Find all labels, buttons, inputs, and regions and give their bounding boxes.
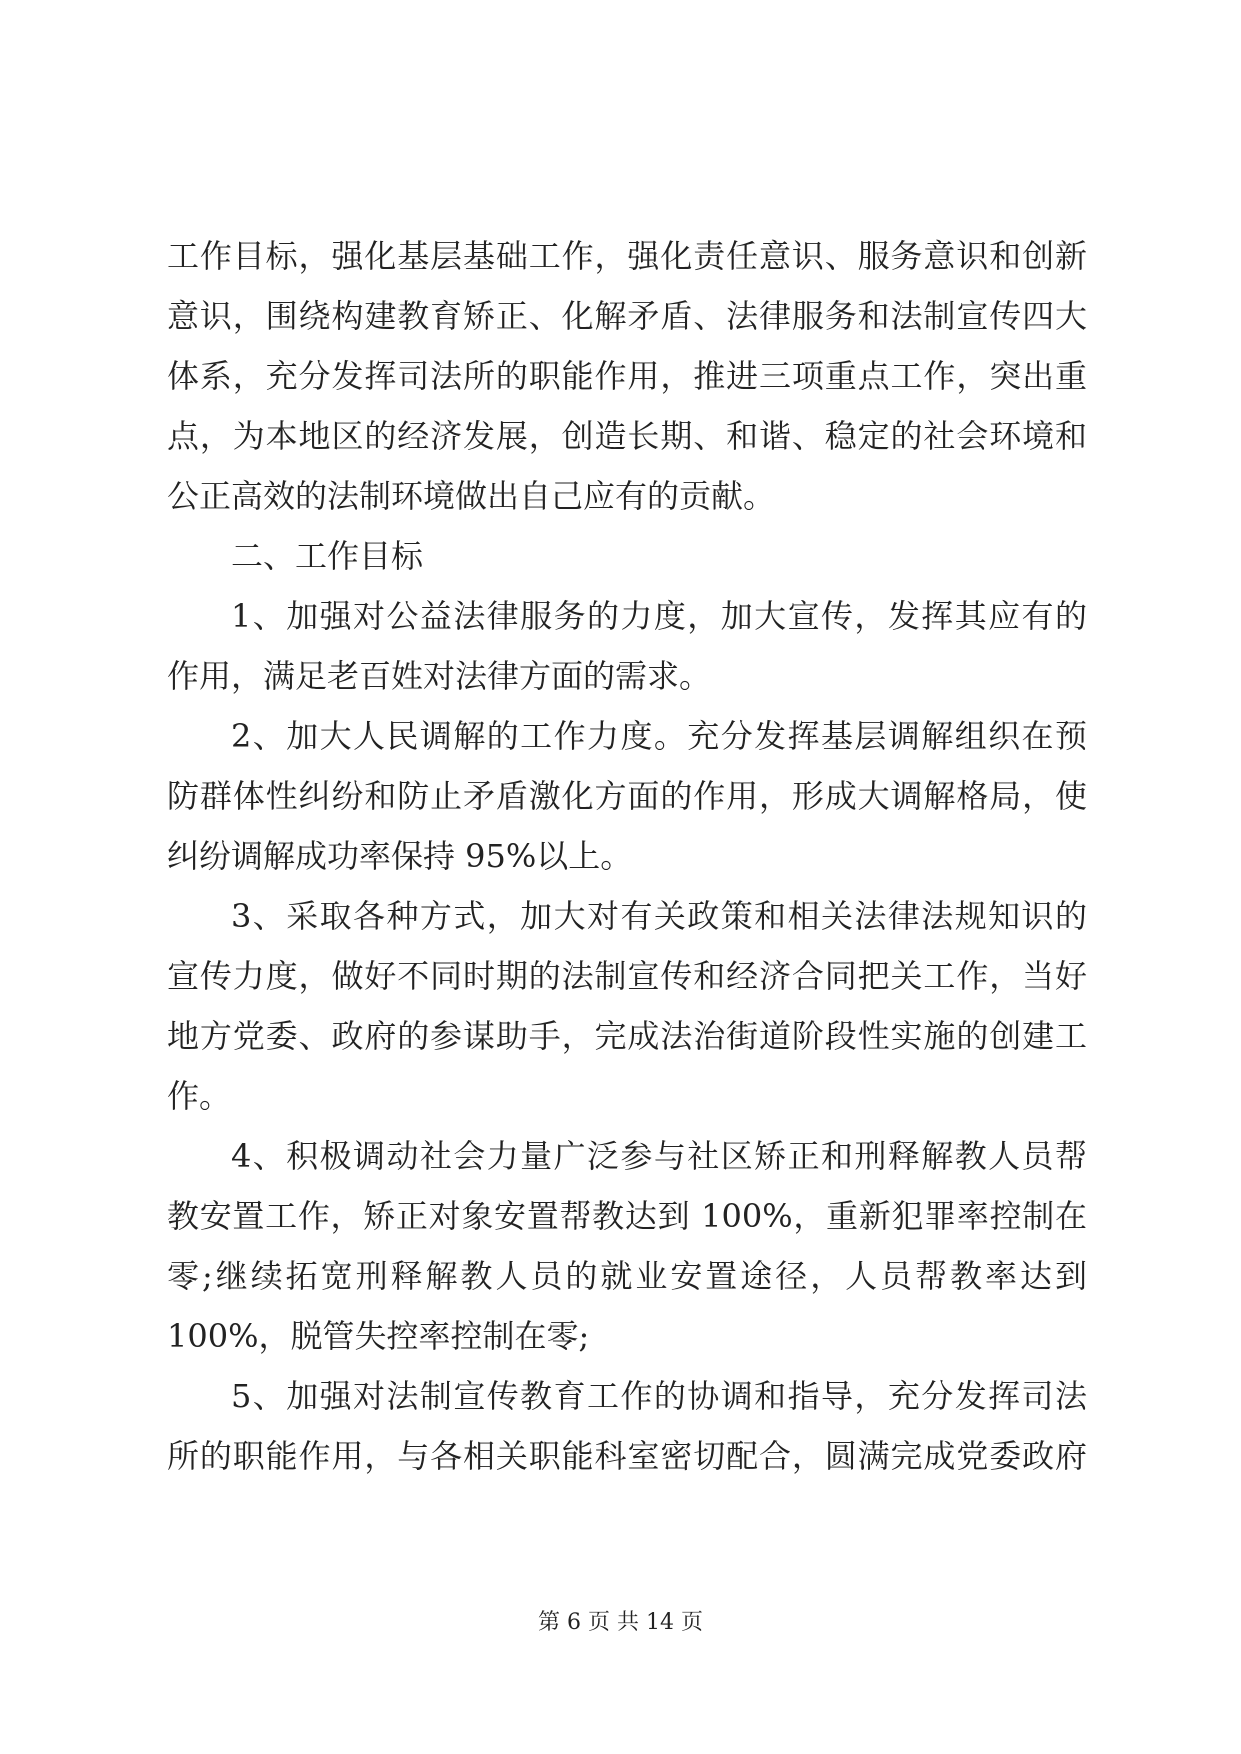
document-body <box>167 226 1087 1486</box>
text-line: 2、加大人民调解的工作力度。充分发挥基层调解组织在预 <box>231 717 1087 755</box>
text-line: 体系，充分发挥司法所的职能作用，推进三项重点工作，突出重 <box>167 357 1087 395</box>
text-line: 意识，围绕构建教育矫正、化解矛盾、法律服务和法制宣传四大 <box>167 297 1087 335</box>
text-line: 所的职能作用，与各相关职能科室密切配合，圆满完成党委政府 <box>167 1437 1087 1475</box>
text-line: 防群体性纠纷和防止矛盾激化方面的作用，形成大调解格局，使 <box>167 777 1087 815</box>
text-line: 纠纷调解成功率保持 95%以上。 <box>167 837 633 875</box>
text-line: 二、工作目标 <box>231 537 424 575</box>
text-line: 作。 <box>167 1077 232 1115</box>
text-line: 教安置工作，矫正对象安置帮教达到 100%，重新犯罪率控制在 <box>167 1197 1087 1235</box>
page-footer: 第 6 页 共 14 页 <box>538 1610 703 1635</box>
text-line: 点，为本地区的经济发展，创造长期、和谐、稳定的社会环境和 <box>167 417 1087 455</box>
text-line: 3、采取各种方式，加大对有关政策和相关法律法规知识的 <box>231 897 1087 935</box>
text-line: 宣传力度，做好不同时期的法制宣传和经济合同把关工作，当好 <box>167 957 1087 995</box>
text-line: 5、加强对法制宣传教育工作的协调和指导，充分发挥司法 <box>231 1377 1087 1415</box>
text-line: 作用，满足老百姓对法律方面的需求。 <box>167 657 712 695</box>
text-line: 零;继续拓宽刑释解教人员的就业安置途径，人员帮教率达到 <box>167 1257 1087 1295</box>
text-line: 公正高效的法制环境做出自己应有的贡献。 <box>167 477 776 515</box>
text-line: 1、加强对公益法律服务的力度，加大宣传，发挥其应有的 <box>231 597 1087 635</box>
text-line: 4、积极调动社会力量广泛参与社区矫正和刑释解教人员帮 <box>231 1137 1087 1175</box>
text-line: 100%，脱管失控率控制在零; <box>167 1317 590 1355</box>
text-line: 工作目标，强化基层基础工作，强化责任意识、服务意识和创新 <box>167 237 1087 275</box>
text-line: 地方党委、政府的参谋助手，完成法治街道阶段性实施的创建工 <box>167 1017 1087 1055</box>
